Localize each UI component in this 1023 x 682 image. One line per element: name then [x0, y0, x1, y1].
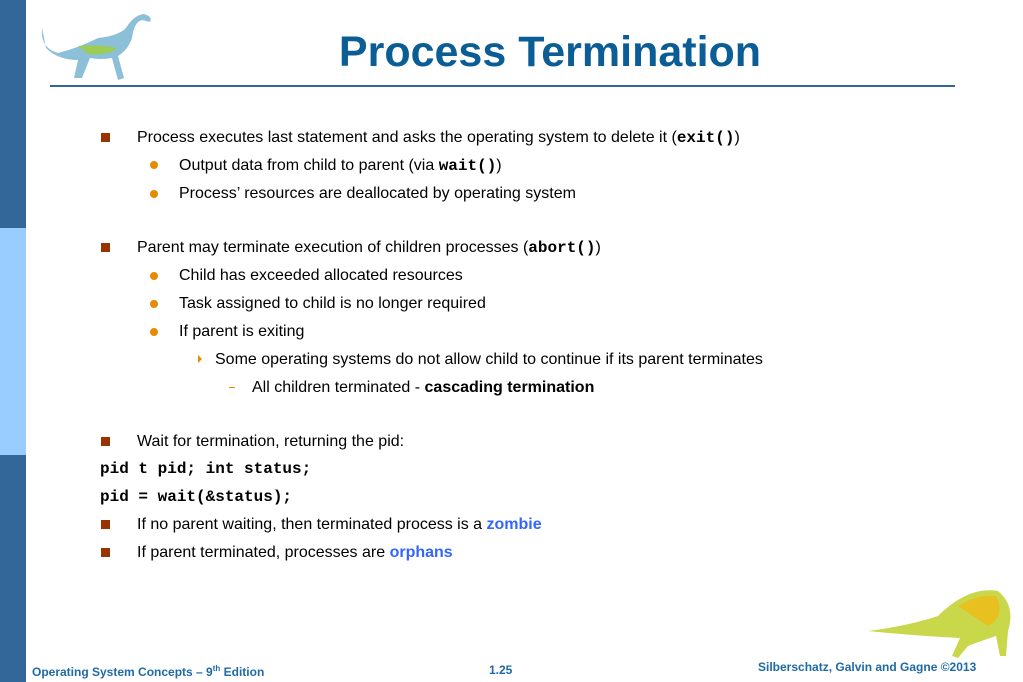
bullet-text: All children terminated - cascading termination — [252, 379, 595, 396]
bullet-square-icon — [101, 243, 110, 252]
page-number: 1.25 — [489, 663, 513, 677]
bullet-text: Wait for termination, returning the pid: — [137, 433, 405, 450]
bullet-square-icon — [101, 520, 110, 529]
code-line: pid = wait(&status); — [100, 488, 293, 506]
arrow-bullet-icon — [198, 355, 202, 363]
bullet-dot-icon — [150, 161, 158, 169]
bullet-square-icon — [101, 437, 110, 446]
sidebar-stripe — [0, 0, 26, 228]
bullet-dot-icon — [150, 328, 158, 336]
bullet-text: If no parent waiting, then terminated process is a zombie — [137, 516, 542, 533]
bullet-dot-icon — [150, 190, 158, 198]
bullet-text: Output data from child to parent (via wait()) — [179, 157, 502, 175]
bullet-text: Task assigned to child is no longer required — [179, 295, 486, 312]
bullet-text: Parent may terminate execution of children processes (abort()) — [137, 239, 601, 257]
bullet-square-icon — [101, 548, 110, 557]
bullet-dot-icon — [150, 300, 158, 308]
bullet-square-icon — [101, 133, 110, 142]
bullet-text: If parent is exiting — [179, 323, 305, 340]
bullet-text: Some operating systems do not allow child to continue if its parent terminates — [215, 351, 763, 368]
footer-copyright: Silberschatz, Galvin and Gagne ©2013 — [758, 660, 977, 674]
dinosaur-logo-icon — [38, 8, 156, 84]
page-title: Process Termination — [338, 28, 762, 76]
code-line: pid t pid; int status; — [100, 460, 312, 478]
dash-bullet-icon — [229, 387, 235, 388]
bullet-text: If parent terminated, processes are orphans — [137, 544, 453, 561]
sidebar-stripe — [0, 455, 26, 682]
bullet-dot-icon — [150, 272, 158, 280]
title-divider — [50, 85, 955, 87]
dinosaur-footer-icon — [868, 586, 1018, 662]
footer-edition: Operating System Concepts – 9th Edition — [32, 664, 265, 679]
bullet-text: Child has exceeded allocated resources — [179, 267, 463, 284]
sidebar-stripe — [0, 228, 26, 455]
bullet-text: Process executes last statement and asks the operating system to delete it (exit()) — [137, 129, 740, 147]
bullet-text: Process’ resources are deallocated by operating system — [179, 185, 576, 202]
